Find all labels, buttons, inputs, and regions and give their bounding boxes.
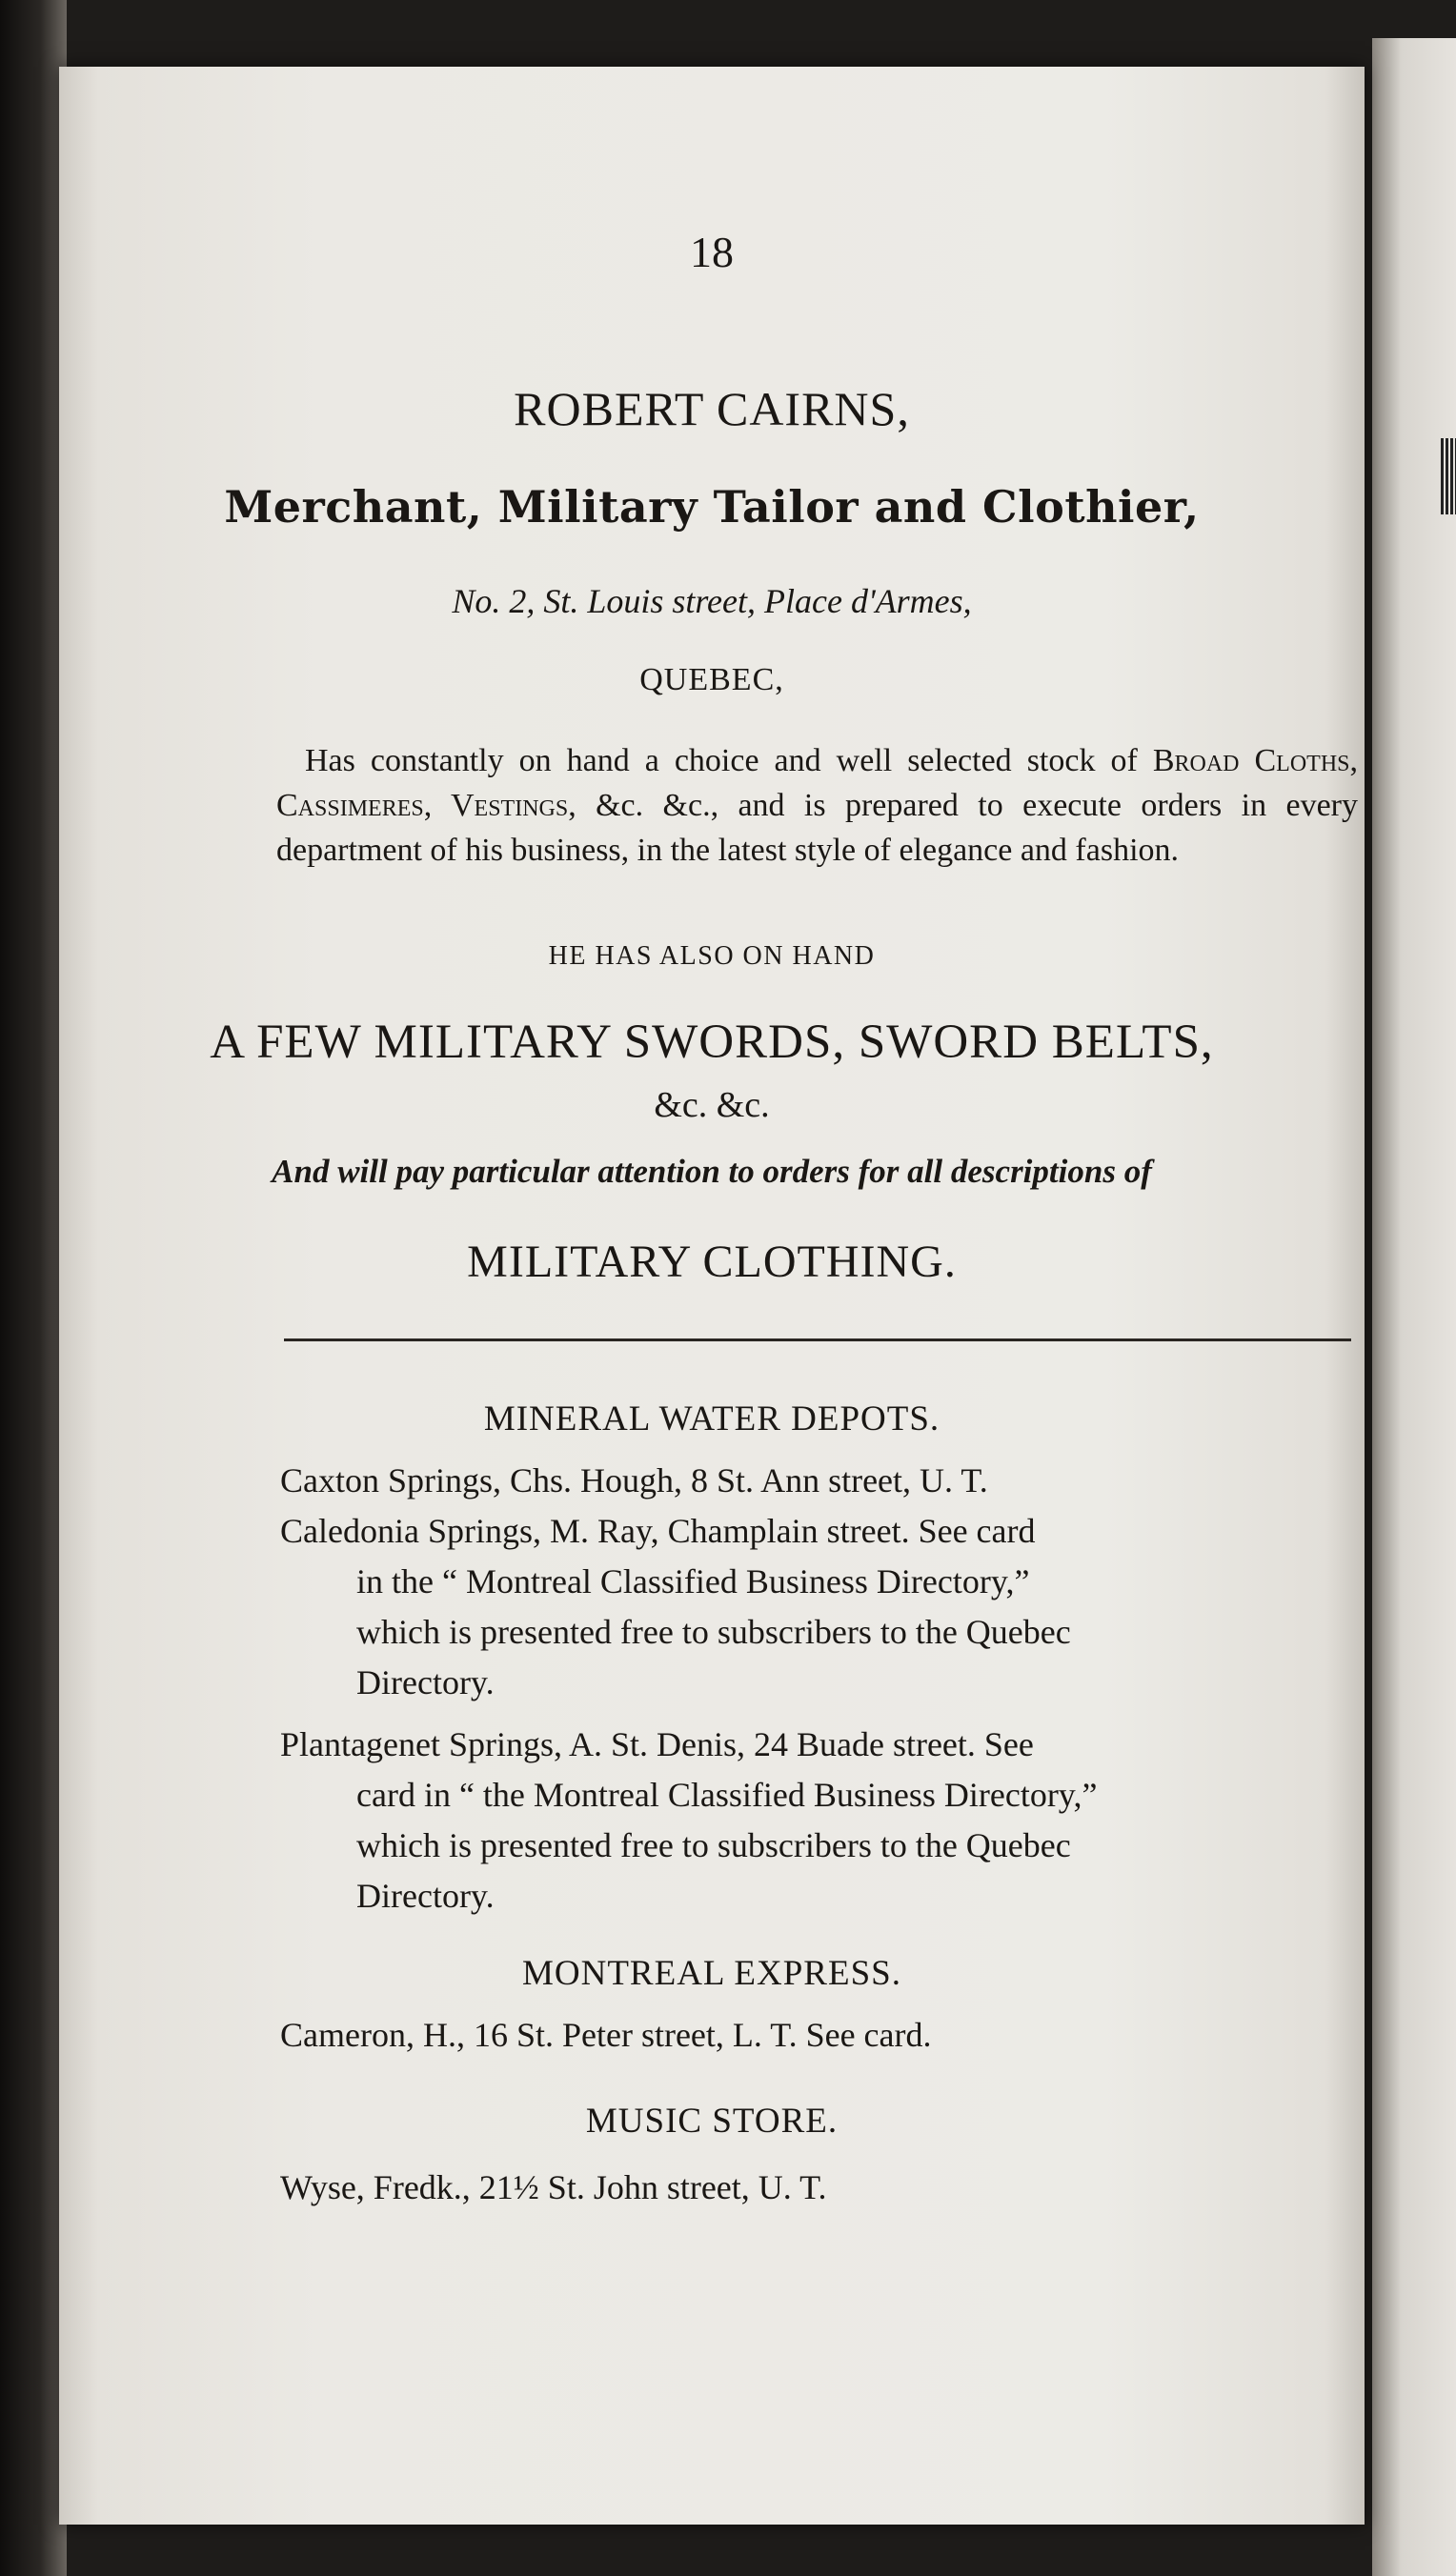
entry-line: Directory.	[356, 1663, 495, 1701]
advert-trade: Merchant, Military Tailor and Clothier,	[224, 481, 1200, 533]
advert-paragraph	[276, 738, 1358, 873]
advert-paragraph-start: Has constantly on hand a choice and well selected stock of	[305, 743, 1138, 778]
advert-military-clothing: MILITARY CLOTHING.	[467, 1237, 957, 1287]
advert-also-heading: HE HAS ALSO ON HAND	[548, 941, 876, 971]
page-content	[59, 67, 1365, 2525]
entry-line: Caledonia Springs, M. Ray, Champlain street. See card	[280, 1512, 1036, 1550]
entry-line: which is presented free to subscribers to the Quebec	[356, 1613, 1071, 1651]
advert-swords: A FEW MILITARY SWORDS, SWORD BELTS,	[210, 1016, 1214, 1069]
advert-paragraph-end: &c. &c., and is prepared to execute orders in every department of his business, in the latest style of elegance and fashion.	[276, 788, 1359, 868]
heading-montreal-express: MONTREAL EXPRESS.	[521, 1954, 901, 1993]
book-page	[59, 67, 1365, 2525]
heading-music-store: MUSIC STORE.	[585, 2102, 839, 2141]
entry-line: which is presented free to subscribers to the Quebec	[356, 1826, 1071, 1864]
entry-line: Directory.	[356, 1877, 495, 1915]
advert-swords-etc: &c. &c.	[654, 1085, 770, 1125]
entry-line: Caxton Springs, Chs. Hough, 8 St. Ann street, U. T.	[280, 1461, 988, 1499]
scan-edge-left	[0, 0, 67, 2576]
advert-city: QUEBEC,	[639, 662, 784, 697]
entry-line: card in “ the Montreal Classified Business Directory,”	[356, 1776, 1098, 1814]
section-divider	[284, 1338, 1351, 1341]
advert-name: ROBERT CAIRNS,	[514, 382, 910, 435]
entry-line: Cameron, H., 16 St. Peter street, L. T. See card.	[280, 2016, 932, 2054]
adjacent-page-print	[1441, 438, 1456, 514]
advert-goods: Broad Cloths, Cassimeres, Vestings,	[276, 743, 1359, 823]
entry-line: Wyse, Fredk., 21½ St. John street, U. T.	[280, 2168, 827, 2206]
page-number: 18	[690, 228, 734, 276]
heading-mineral-water: MINERAL WATER DEPOTS.	[483, 1399, 940, 1439]
entry-line: in the “ Montreal Classified Business Directory,”	[356, 1562, 1030, 1600]
advert-attention: And will pay particular attention to orders for all descriptions of	[272, 1153, 1152, 1190]
advert-address: No. 2, St. Louis street, Place d'Armes,	[452, 582, 972, 620]
entry-line: Plantagenet Springs, A. St. Denis, 24 Buade street. See	[280, 1725, 1034, 1763]
adjacent-page-edge	[1372, 38, 1456, 2576]
